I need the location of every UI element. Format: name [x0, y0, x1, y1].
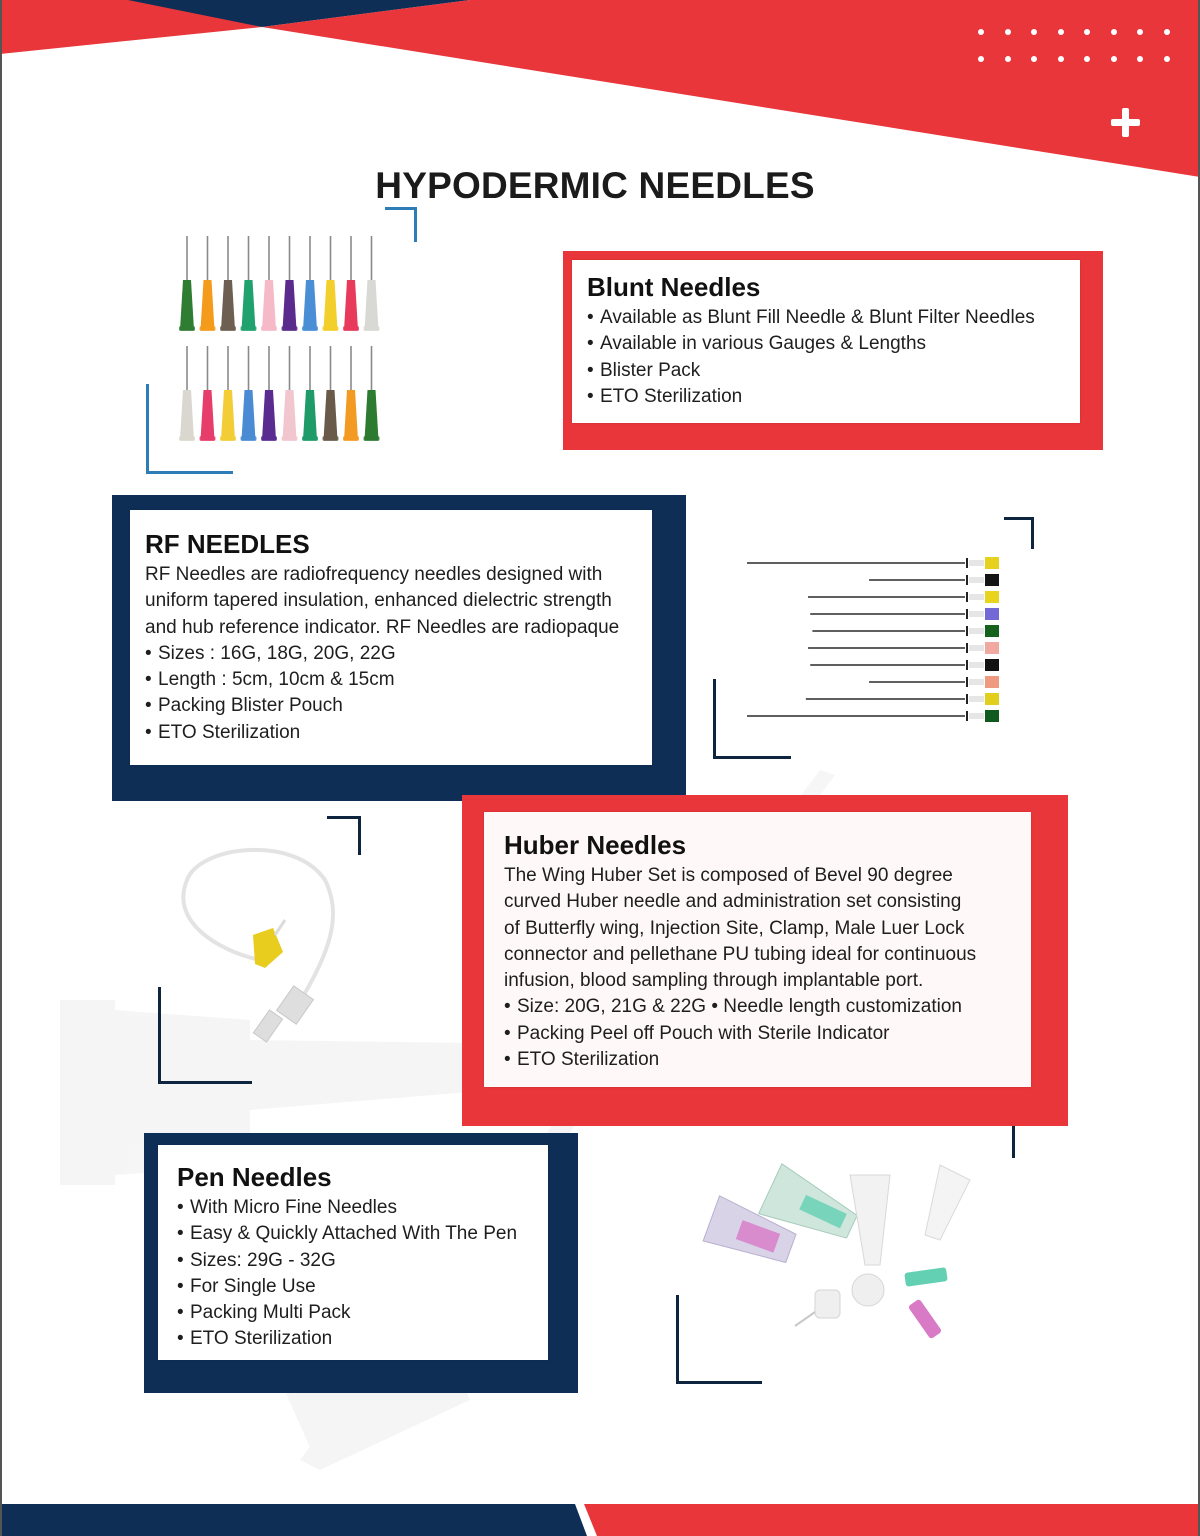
needle-hub-flange — [302, 326, 318, 331]
rf-needle-collar — [969, 662, 984, 668]
rf-needle-collar — [969, 645, 984, 651]
huber-needles-card — [462, 795, 1068, 1126]
feature-item: • ETO Sterilization — [504, 1047, 1031, 1073]
rf-needle-marker — [966, 558, 968, 568]
colored-blunt-needles-image — [175, 230, 395, 450]
feature-item: • For Single Use — [177, 1274, 548, 1300]
needle-hub-flange — [241, 326, 257, 331]
description-line: and hub reference indicator. RF Needles are radiopaque — [145, 616, 620, 638]
feature-item: • Length : 5cm, 10cm & 15cm — [145, 667, 652, 693]
rf-needle — [808, 642, 999, 654]
rf-needle-marker — [966, 660, 968, 670]
rf-needle-marker — [966, 626, 968, 636]
feature-item: • Available in various Gauges & Lengths — [587, 331, 1080, 357]
needle-hub-flange — [220, 436, 236, 441]
rf-needle — [747, 710, 999, 722]
blunt-needle — [323, 346, 339, 441]
image-frame-corner-top-right — [1004, 517, 1034, 549]
blunt-needle — [343, 236, 359, 331]
rf-needle-marker — [966, 677, 968, 687]
rf-needle — [869, 574, 999, 586]
description-line: connector and pellethane PU tubing ideal for continuous — [504, 943, 977, 965]
rf-needle-collar — [969, 577, 984, 583]
pen-needles-features — [177, 1195, 548, 1353]
needle-hub — [221, 390, 235, 440]
rf-needle-collar — [969, 611, 984, 617]
needle-hub-flange — [364, 436, 380, 441]
description-line: RF Needles are radiofrequency needles designed with — [145, 564, 603, 585]
decorative-dot — [978, 56, 984, 62]
rf-needle-marker — [966, 694, 968, 704]
feature-item: • Packing Multi Pack — [177, 1300, 548, 1326]
rf-needle-hub — [985, 710, 999, 722]
needle-hub — [344, 390, 358, 440]
blunt-needle — [200, 236, 216, 331]
decorative-dot — [978, 29, 984, 35]
rf-needle-marker — [966, 575, 968, 585]
needle-hub — [283, 280, 297, 330]
feature-item: • Size: 20G, 21G & 22G • Needle length customization — [504, 994, 1031, 1020]
pen-needle-hub — [852, 1274, 884, 1306]
decorative-dot-grid — [978, 29, 1178, 69]
blunt-needles-card — [563, 251, 1103, 450]
feature-item: • Packing Peel off Pouch with Sterile Indicator — [504, 1021, 1031, 1047]
needle-hub-flange — [200, 436, 216, 441]
needle-hub-flange — [179, 326, 195, 331]
blunt-needle — [323, 236, 339, 331]
needle-hub-flange — [323, 326, 339, 331]
needle-hub — [242, 390, 256, 440]
huber-needle — [275, 920, 285, 935]
rf-needle — [810, 659, 999, 671]
rf-needle-collar — [969, 628, 984, 634]
rf-needle-hub — [985, 642, 999, 654]
needle-hub — [324, 280, 338, 330]
decorative-dot — [1084, 29, 1090, 35]
blunt-needle — [364, 346, 380, 441]
blunt-needle — [282, 346, 298, 441]
pen-needles-content — [158, 1145, 548, 1360]
feature-item: • Sizes: 29G - 32G — [177, 1248, 548, 1274]
decorative-dot — [1137, 29, 1143, 35]
needle-hub-flange — [261, 326, 277, 331]
needle-hub — [262, 280, 276, 330]
huber-needle-set-image — [175, 840, 355, 1060]
rf-needle-collar — [969, 696, 984, 702]
rf-needle-marker — [966, 643, 968, 653]
needle-hub-flange — [343, 326, 359, 331]
huber-wing — [253, 928, 283, 968]
rf-needle-collar — [969, 713, 984, 719]
rf-needle-hub — [985, 574, 999, 586]
huber-luer-connector — [253, 986, 313, 1042]
blunt-needles-title: Blunt Needles — [587, 272, 761, 302]
plus-icon — [1111, 108, 1140, 137]
rf-needle-hub — [985, 625, 999, 637]
needle-hub-flange — [261, 436, 277, 441]
needle-hub — [221, 280, 235, 330]
pen-needle-tip — [795, 1290, 840, 1326]
rf-needle-hub — [985, 676, 999, 688]
blunt-needle — [241, 346, 257, 441]
blunt-needle — [179, 236, 195, 331]
rf-needle-marker — [966, 609, 968, 619]
needle-hub-flange — [282, 326, 298, 331]
feature-item: • Sizes : 16G, 18G, 20G, 22G — [145, 641, 652, 667]
needle-hub-flange — [364, 326, 380, 331]
blunt-needle — [220, 236, 236, 331]
blunt-needle — [302, 236, 318, 331]
decorative-dot — [1031, 29, 1037, 35]
blunt-needle — [343, 346, 359, 441]
huber-needles-description — [504, 863, 1031, 994]
needle-hub-flange — [282, 436, 298, 441]
blunt-needle — [220, 346, 236, 441]
pen-needle-cap-magenta — [908, 1299, 942, 1340]
blunt-needle — [179, 346, 195, 441]
feature-item: • ETO Sterilization — [177, 1326, 548, 1352]
rf-needle-hub — [985, 693, 999, 705]
huber-needles-features — [504, 994, 1031, 1073]
rf-needles-description — [145, 562, 652, 641]
needle-hub-flange — [200, 326, 216, 331]
description-line: infusion, blood sampling through implantable port. — [504, 970, 924, 992]
rf-needle — [806, 693, 999, 705]
needle-hub — [324, 390, 338, 440]
rf-needle-hub — [985, 557, 999, 569]
rf-needle — [808, 591, 999, 603]
description-line: uniform tapered insulation, enhanced dielectric strength — [145, 590, 612, 612]
rf-needle — [812, 625, 999, 637]
pen-needle-cap-clear — [850, 1175, 890, 1265]
feature-item: • ETO Sterilization — [587, 384, 1080, 410]
needle-hub — [201, 390, 215, 440]
rf-needle-hub — [985, 591, 999, 603]
needle-hub — [303, 390, 317, 440]
rf-needles-image — [740, 550, 1010, 730]
blunt-needle — [302, 346, 318, 441]
needle-hub — [365, 390, 379, 440]
rf-needle-marker — [966, 711, 968, 721]
needle-hub — [180, 390, 194, 440]
feature-item: • Packing Blister Pouch — [145, 693, 652, 719]
pen-needles-card — [144, 1133, 578, 1393]
feature-item: • Easy & Quickly Attached With The Pen — [177, 1221, 548, 1247]
description-line: of Butterfly wing, Injection Site, Clamp, Male Luer Lock — [504, 917, 965, 939]
needle-hub-flange — [241, 436, 257, 441]
needle-hub — [180, 280, 194, 330]
rf-needle-hub — [985, 608, 999, 620]
needle-hub — [365, 280, 379, 330]
rf-needle — [869, 676, 999, 688]
needle-hub — [344, 280, 358, 330]
decorative-dot — [1058, 56, 1064, 62]
decorative-dot — [1164, 56, 1170, 62]
rf-needle-collar — [969, 560, 984, 566]
pen-needles-title: Pen Needles — [177, 1162, 332, 1192]
needle-hub — [242, 280, 256, 330]
rf-needle-collar — [969, 594, 984, 600]
needle-hub-flange — [220, 326, 236, 331]
rf-needles-card — [112, 495, 686, 801]
feature-item: • Available as Blunt Fill Needle & Blunt Filter Needles — [587, 305, 1080, 331]
description-line: curved Huber needle and administration set consisting — [504, 891, 962, 913]
blunt-needles-content — [572, 260, 1080, 423]
blunt-needle — [282, 236, 298, 331]
needle-hub — [303, 280, 317, 330]
needle-hub-flange — [302, 436, 318, 441]
needle-hub — [262, 390, 276, 440]
rf-needle — [810, 608, 999, 620]
rf-needles-content — [130, 510, 652, 765]
needle-hub — [201, 280, 215, 330]
needle-hub-flange — [323, 436, 339, 441]
decorative-dot — [1111, 56, 1117, 62]
rf-needle-marker — [966, 592, 968, 602]
rf-needles-features — [145, 641, 652, 746]
pen-needle-cap-clear-2 — [925, 1165, 970, 1240]
feature-item: • Blister Pack — [587, 358, 1080, 384]
decorative-dot — [1137, 56, 1143, 62]
blunt-needle — [261, 346, 277, 441]
description-line: The Wing Huber Set is composed of Bevel 90 degree — [504, 865, 953, 886]
pen-needles-image — [700, 1150, 990, 1360]
blunt-needle — [241, 236, 257, 331]
decorative-dot — [1031, 56, 1037, 62]
decorative-dot — [1111, 29, 1117, 35]
needle-hub — [283, 390, 297, 440]
page-title: HYPODERMIC NEEDLES — [375, 164, 815, 206]
blunt-needle — [261, 236, 277, 331]
feature-item: • ETO Sterilization — [145, 720, 652, 746]
decorative-dot — [1058, 29, 1064, 35]
needle-hub-flange — [179, 436, 195, 441]
huber-needles-content — [484, 812, 1031, 1087]
blunt-needle — [364, 236, 380, 331]
huber-needles-title: Huber Needles — [504, 830, 687, 860]
blunt-needles-features — [587, 305, 1080, 410]
decorative-dot — [1005, 56, 1011, 62]
huber-tubing — [183, 850, 333, 1010]
pen-needle-cap-teal — [904, 1267, 948, 1287]
decorative-dot — [1005, 29, 1011, 35]
rf-needle-collar — [969, 679, 984, 685]
decorative-dot — [1164, 29, 1170, 35]
decorative-dot — [1084, 56, 1090, 62]
feature-item: • With Micro Fine Needles — [177, 1195, 548, 1221]
rf-needle-hub — [985, 659, 999, 671]
needle-hub-flange — [343, 436, 359, 441]
rf-needle — [747, 557, 999, 569]
blunt-needle — [200, 346, 216, 441]
rf-needles-title: RF NEEDLES — [145, 529, 310, 559]
